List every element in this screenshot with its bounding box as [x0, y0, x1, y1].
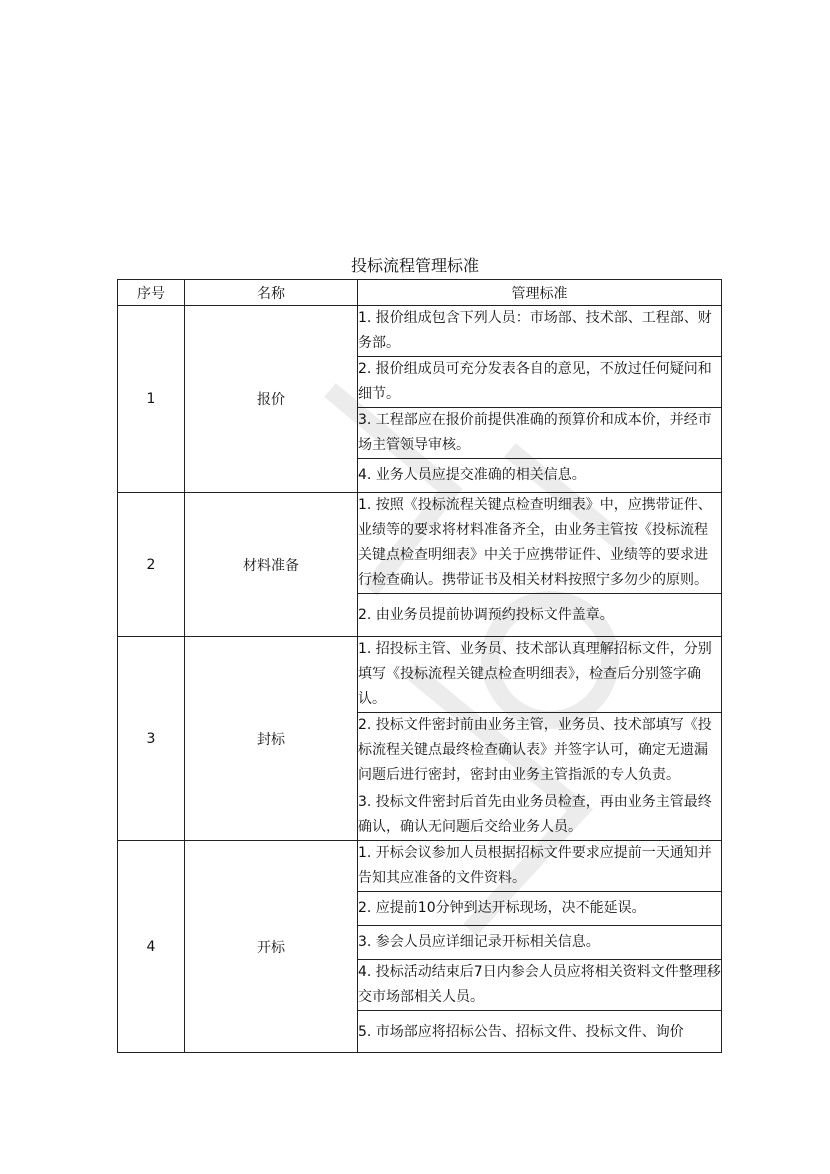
standard-item: 2. 应提前10分钟到达开标现场，决不能延误。	[358, 892, 722, 926]
section-name: 材料准备	[185, 493, 358, 637]
standard-item: 3. 参会人员应详细记录开标相关信息。	[358, 926, 722, 960]
document-title: 投标流程管理标准	[350, 256, 479, 275]
section-seq: 2	[118, 493, 185, 637]
section-seq: 3	[118, 637, 185, 841]
standard-item: 2. 投标文件密封前由业务主管，业务员、技术部填写《投标流程关键点最终检查确认表》并签字认可，确定无遗漏问题后进行密封，密封由业务主管指派的专人负责。	[358, 717, 712, 783]
standard-item: 5. 市场部应将招标公告、招标文件、投标文件、询价	[358, 1011, 722, 1053]
section-seq: 1	[118, 306, 185, 493]
standard-item: 3. 工程部应在报价前提供准确的预算价和成本价，并经市场主管领导审核。	[358, 408, 722, 459]
standard-item: 2. 由业务员提前协调预约投标文件盖章。	[358, 594, 722, 637]
section-name: 封标	[185, 637, 358, 841]
section-seq: 4	[118, 841, 185, 1053]
standard-item: 4. 投标活动结束后7日内参会人员应将相关资料文件整理移交市场部相关人员。	[358, 960, 722, 1011]
section-name: 开标	[185, 841, 358, 1053]
header-standard: 管理标准	[358, 280, 722, 306]
table-row	[118, 841, 722, 892]
standard-item: 2. 报价组成员可充分发表各自的意见，不放过任何疑问和细节。	[358, 357, 722, 408]
table-row	[118, 637, 722, 713]
standards-table	[117, 279, 722, 1053]
table-row	[118, 306, 722, 357]
standard-item: 3. 投标文件密封后首先由业务员检查，再由业务主管最终确认，确认无问题后交给业务人员。	[358, 794, 712, 835]
section-name: 报价	[185, 306, 358, 493]
standard-item: 1. 按照《投标流程关键点检查明细表》中，应携带证件、业绩等的要求将材料准备齐全，由业务主管按《投标流程关键点检查明细表》中关于应携带证件、业绩等的要求进行检查确认。携带证书及相关材料按照宁多勿少的原则。	[358, 493, 722, 594]
standard-item: 1. 开标会议参加人员根据招标文件要求应提前一天通知并告知其应准备的文件资料。	[358, 841, 722, 892]
standard-item: 4. 业务人员应提交准确的相关信息。	[358, 459, 722, 493]
standard-items-group	[358, 713, 722, 841]
table-row	[118, 493, 722, 594]
standard-item: 1. 报价组成包含下列人员：市场部、技术部、工程部、财务部。	[358, 306, 722, 357]
standard-item: 1. 招投标主管、业务员、技术部认真理解招标文件，分别填写《投标流程关键点检查明细表》，检查后分别签字确认。	[358, 637, 722, 713]
header-seq: 序号	[118, 280, 185, 306]
header-row	[118, 280, 722, 306]
header-name: 名称	[185, 280, 358, 306]
